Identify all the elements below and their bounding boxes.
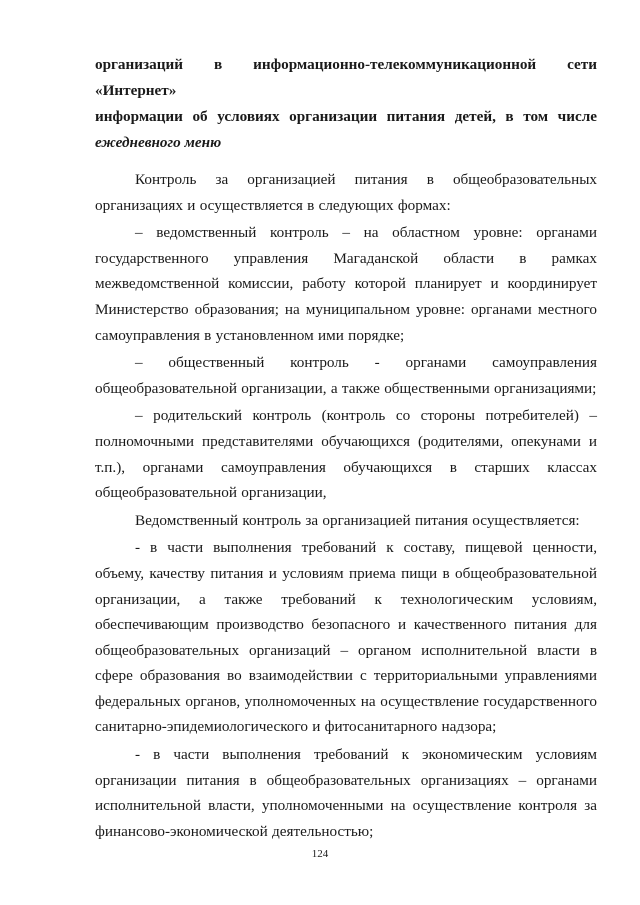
paragraph-departmental-intro: Ведомственный контроль за организацией питания осуществляется: [135,511,580,529]
paragraph-parental-control: – родительский контроль (контроль со стороны потребителей) – полномочными представителями обучающихся (родителями, опекунами и т.п.), органами самоуправления обучающихся в старших классах общеобразовательной организации, [95,407,597,502]
page-number: 124 [311,848,329,860]
paragraph-public-control: – общественный контроль - органами самоуправления общеобразовательной организации, а также общественными организациями; [95,354,597,397]
paragraph-economic-requirements: - в части выполнения требований к экономическим условиям организации питания в общеобразовательных организациях – органами исполнительной власти, уполномоченными на осуществление контроля за финансово-экономической деятельностью; [95,746,597,840]
paragraph-composition-requirements: - в части выполнения требований к составу, пищевой ценности, объему, качеству питания и условиям приема пищи в общеобразовательной организации, а также требований к технологическим условиям, обеспечивающим производство безопасного и качественного питания для общеобразовательных организаций – органом исполнительной власти в сфере образования во взаимодействии с территориальными управлениями федеральных органов, уполномоченных на осуществление государственного санитарно-эпидемиологического и фитосанитарного надзора; [95,539,597,736]
body-text [95,167,597,844]
heading-line-3: ежедневного меню [95,134,222,151]
document-page [95,52,597,846]
heading-line-2: информации об условиях организации питания детей, в том числе [95,108,597,125]
paragraph-departmental-control: – ведомственный контроль – на областном уровне: органами государственного управления Магаданской области в рамках межведомственной комиссии, работу которой планирует и координирует Министерство образования; на муниципальном уровне: органами местного самоуправления в установленном ими порядке; [95,224,597,344]
section-heading [95,52,597,156]
paragraph-control-forms: Контроль за организацией питания в общеобразовательных организациях и осуществляется в следующих формах: [95,171,597,214]
heading-line-1: организаций в информационно-телекоммуникационной сети «Интернет» [95,56,597,99]
